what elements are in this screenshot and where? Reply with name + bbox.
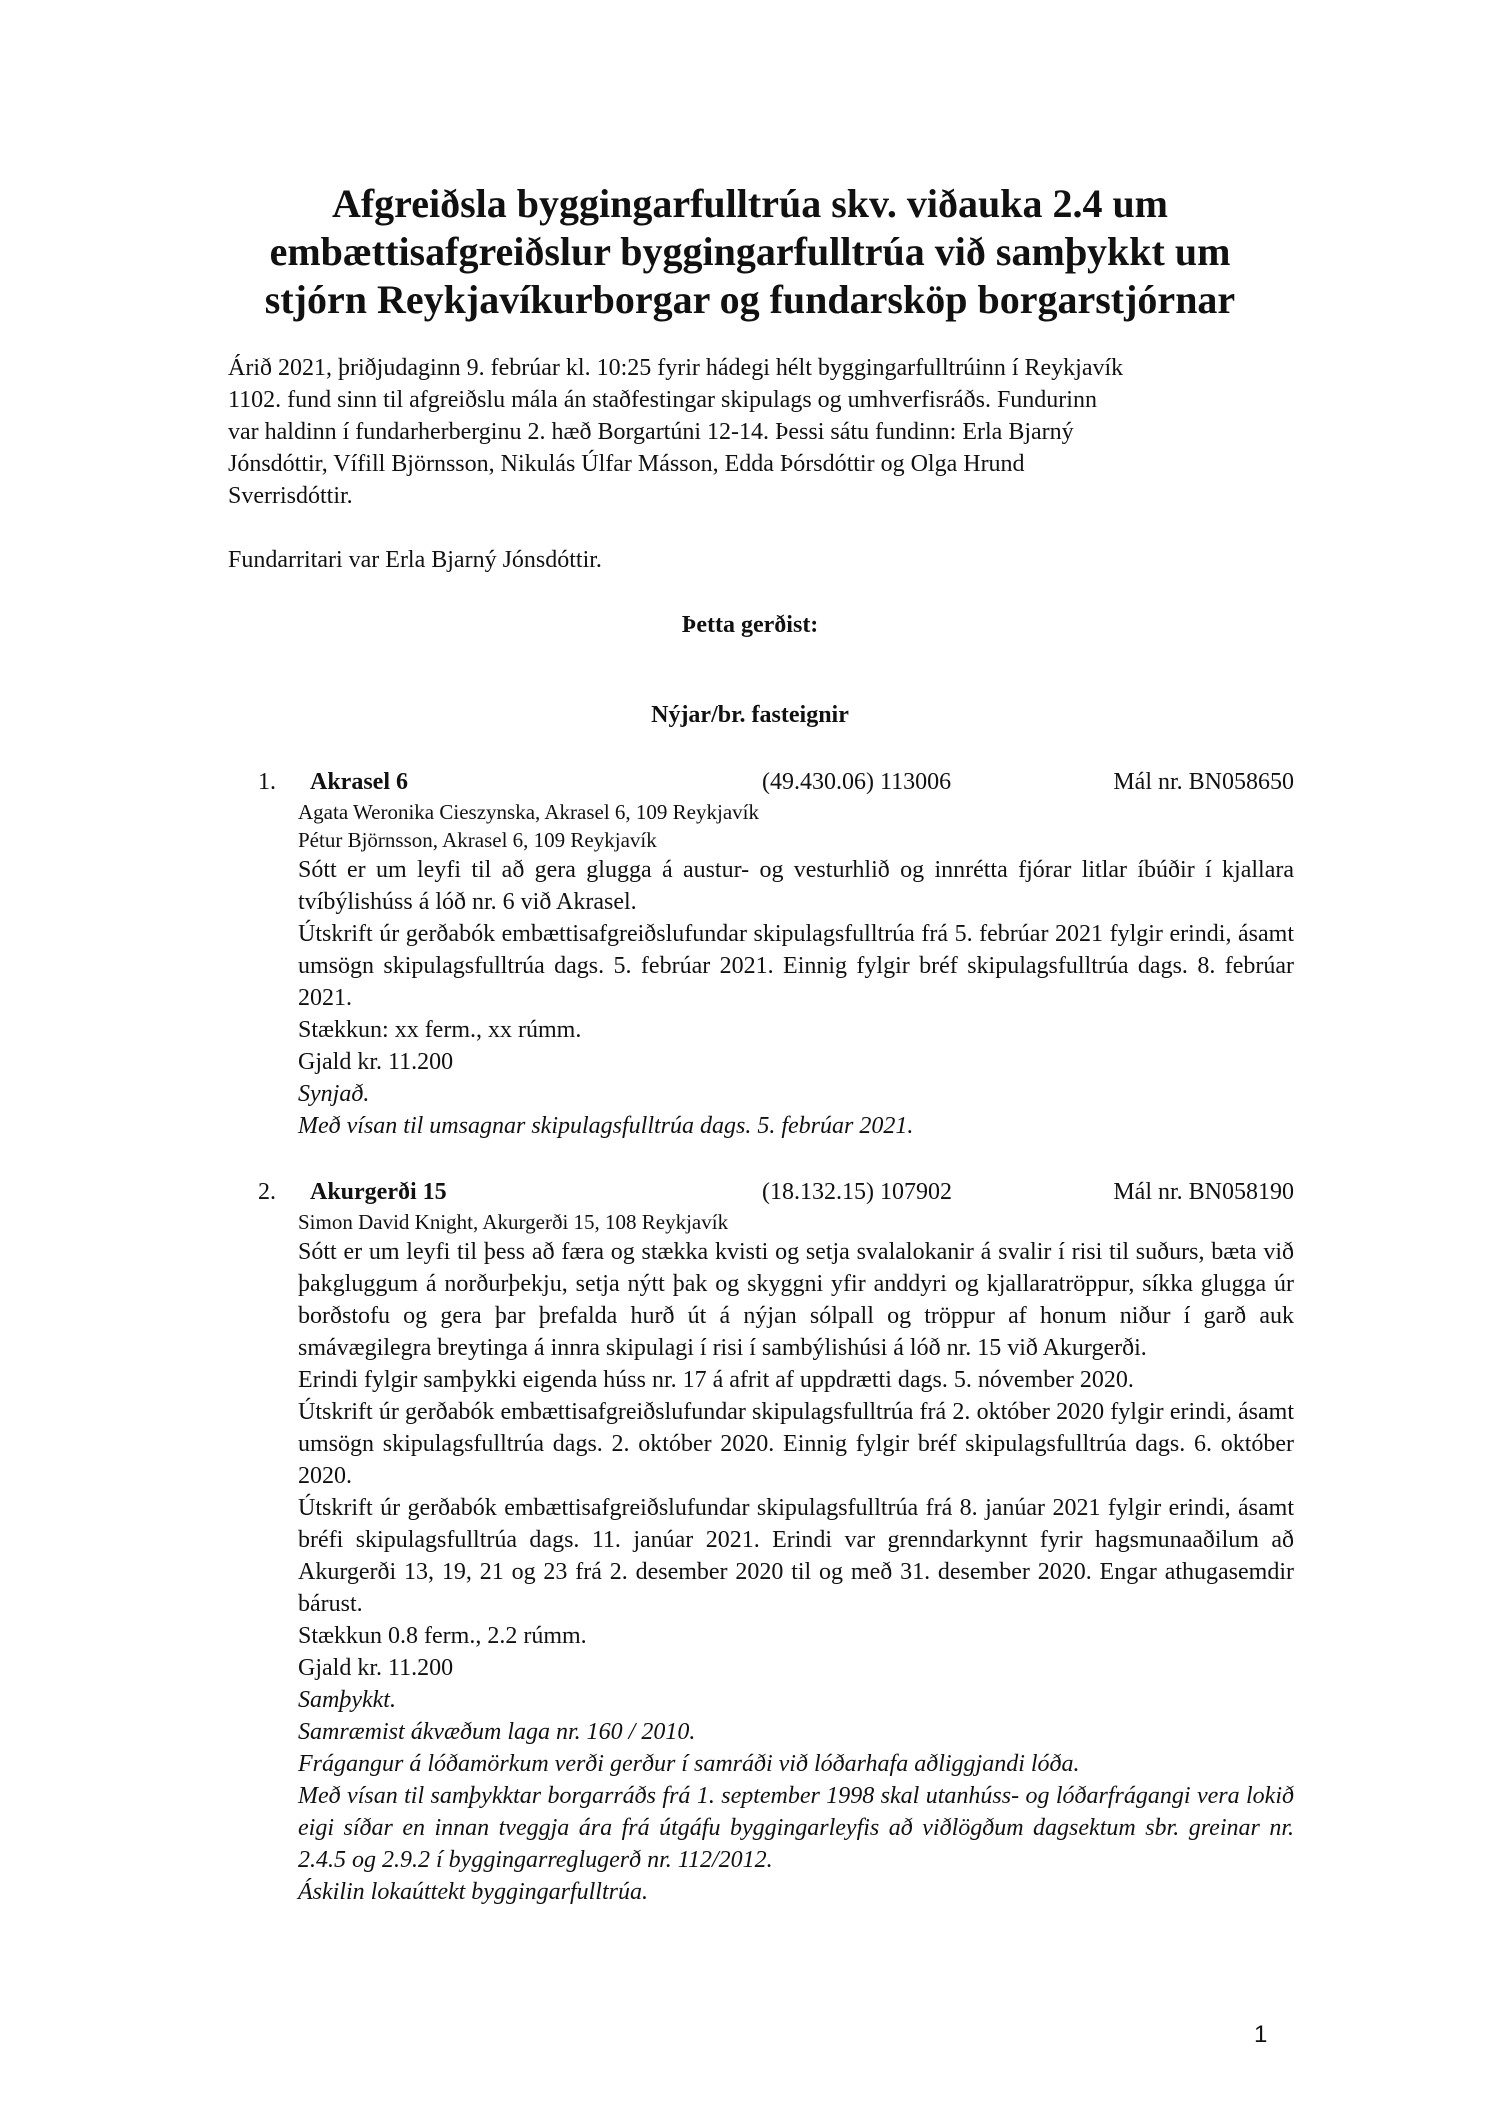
applicant: Simon David Knight, Akurgerði 15, 108 Reykjavík (298, 1210, 729, 1234)
case-item (258, 1176, 1294, 1908)
case-paragraph: Útskrift úr gerðabók embættisafgreiðslufundar skipulagsfulltrúa frá 8. janúar 2021 fylgir erindi, ásamt bréfi skipulagsfulltrúa dags. 11. janúar 2021. Erindi var grenndarkynnt fyrir hagsmunaaðilum að Akurgerði 13, 19, 21 og 23 frá 2. desember 2020 til og með 31. desember 2020. Engar athugasemdir bárust. (298, 1495, 1294, 1617)
meeting-intro (228, 352, 1308, 576)
document-title (150, 180, 1350, 324)
applicant: Pétur Björnsson, Akrasel 6, 109 Reykjavík (298, 828, 657, 852)
case-decision: Synjað. (298, 1081, 370, 1107)
case-paragraph: Sótt er um leyfi til þess að færa og stækka kvisti og setja svalalokanir á svalir í risi til suðurs, bæta við þakgluggum á norðurþekju, setja nýtt þak og skyggni yfir anddyri og kjallaratröppur, síkka glugga úr borðstofu og gera þar þrefalda hurð út á nýjan sólpall og tröppur af honum niður í garð auk smávægilegra breytinga á innra skipulagi í risi í sambýlishúsi á lóð nr. 15 við Akurgerði. (298, 1239, 1294, 1361)
case-detail: Stækkun: xx ferm., xx rúmm. (298, 1017, 582, 1043)
case-paragraph: Útskrift úr gerðabók embættisafgreiðslufundar skipulagsfulltrúa frá 2. október 2020 fylgir erindi, ásamt umsögn skipulagsfulltrúa dags. 2. október 2020. Einnig fylgir bréf skipulagsfulltrúa dags. 6. október 2020. (298, 1399, 1294, 1489)
case-number: 2. (258, 1179, 276, 1205)
applicant: Agata Weronika Cieszynska, Akrasel 6, 109 Reykjavík (298, 800, 759, 824)
case-number: 1. (258, 769, 276, 795)
title-line: stjórn Reykjavíkurborgar og fundarsköp borgarstjórnar (264, 277, 1236, 322)
case-land-reference: (49.430.06) 113006 (762, 769, 952, 795)
case-decision: Samræmist ákvæðum laga nr. 160 / 2010. (298, 1719, 696, 1745)
case-land-reference: (18.132.15) 107902 (762, 1179, 952, 1205)
case-decision: Samþykkt. (298, 1687, 396, 1713)
case-decision: Með vísan til samþykktar borgarráðs frá 1. september 1998 skal utanhúss- og lóðarfrágangi vera lokið eigi síðar en innan tveggja ára frá útgáfu byggingarleyfis að viðlögðum dagsektum sbr. greinar nr. 2.4.5 og 2.9.2 í byggingarreglugerð nr. 112/2012. (298, 1783, 1294, 1873)
case-item (258, 766, 1294, 1142)
case-address: Akrasel 6 (310, 769, 408, 795)
case-paragraph: Erindi fylgir samþykki eigenda húss nr. 17 á afrit af uppdrætti dags. 5. nóvember 2020. (298, 1367, 1134, 1393)
intro-line: Jónsdóttir, Vífill Björnsson, Nikulás Úlfar Másson, Edda Þórsdóttir og Olga Hrund (228, 451, 1025, 477)
page-number: 1 (1254, 2021, 1268, 2048)
intro-line: Sverrisdóttir. (228, 483, 353, 509)
section-heading: Þetta gerðist: (681, 612, 819, 638)
case-detail: Gjald kr. 11.200 (298, 1049, 454, 1075)
case-id: Mál nr. BN058650 (1113, 769, 1294, 795)
title-line: embættisafgreiðslur byggingarfulltrúa við samþykkt um (269, 229, 1231, 274)
case-decision: Áskilin lokaúttekt byggingarfulltrúa. (298, 1879, 648, 1905)
case-paragraph: Sótt er um leyfi til að gera glugga á austur- og vesturhlið og innrétta fjórar litlar íbúðir í kjallara tvíbýlishúss á lóð nr. 6 við Akrasel. (298, 857, 1294, 915)
case-detail: Stækkun 0.8 ferm., 2.2 rúmm. (298, 1623, 587, 1649)
case-decision: Frágangur á lóðamörkum verði gerður í samráði við lóðarhafa aðliggjandi lóða. (298, 1751, 1080, 1777)
meeting-recorder: Fundarritari var Erla Bjarný Jónsdóttir. (228, 547, 602, 573)
title-line: Afgreiðsla byggingarfulltrúa skv. viðauka 2.4 um (331, 181, 1169, 226)
intro-line: var haldinn í fundarherberginu 2. hæð Borgartúni 12-14. Þessi sátu fundinn: Erla Bjarný (228, 419, 1074, 445)
intro-line: Árið 2021, þriðjudaginn 9. febrúar kl. 10:25 fyrir hádegi hélt byggingarfulltrúinn í Reykjavík (228, 355, 1124, 381)
case-detail: Gjald kr. 11.200 (298, 1655, 454, 1681)
case-header (258, 1176, 1294, 1208)
case-header (258, 766, 1294, 798)
case-paragraph: Útskrift úr gerðabók embættisafgreiðslufundar skipulagsfulltrúa frá 5. febrúar 2021 fylgir erindi, ásamt umsögn skipulagsfulltrúa dags. 5. febrúar 2021. Einnig fylgir bréf skipulagsfulltrúa dags. 8. febrúar 2021. (298, 921, 1294, 1011)
case-address: Akurgerði 15 (310, 1179, 447, 1205)
intro-line: 1102. fund sinn til afgreiðslu mála án staðfestingar skipulags og umhverfisráðs. Fundurinn (228, 387, 1097, 413)
case-decision: Með vísan til umsagnar skipulagsfulltrúa dags. 5. febrúar 2021. (298, 1113, 914, 1139)
subsection-heading: Nýjar/br. fasteignir (651, 702, 849, 728)
case-id: Mál nr. BN058190 (1113, 1179, 1294, 1205)
